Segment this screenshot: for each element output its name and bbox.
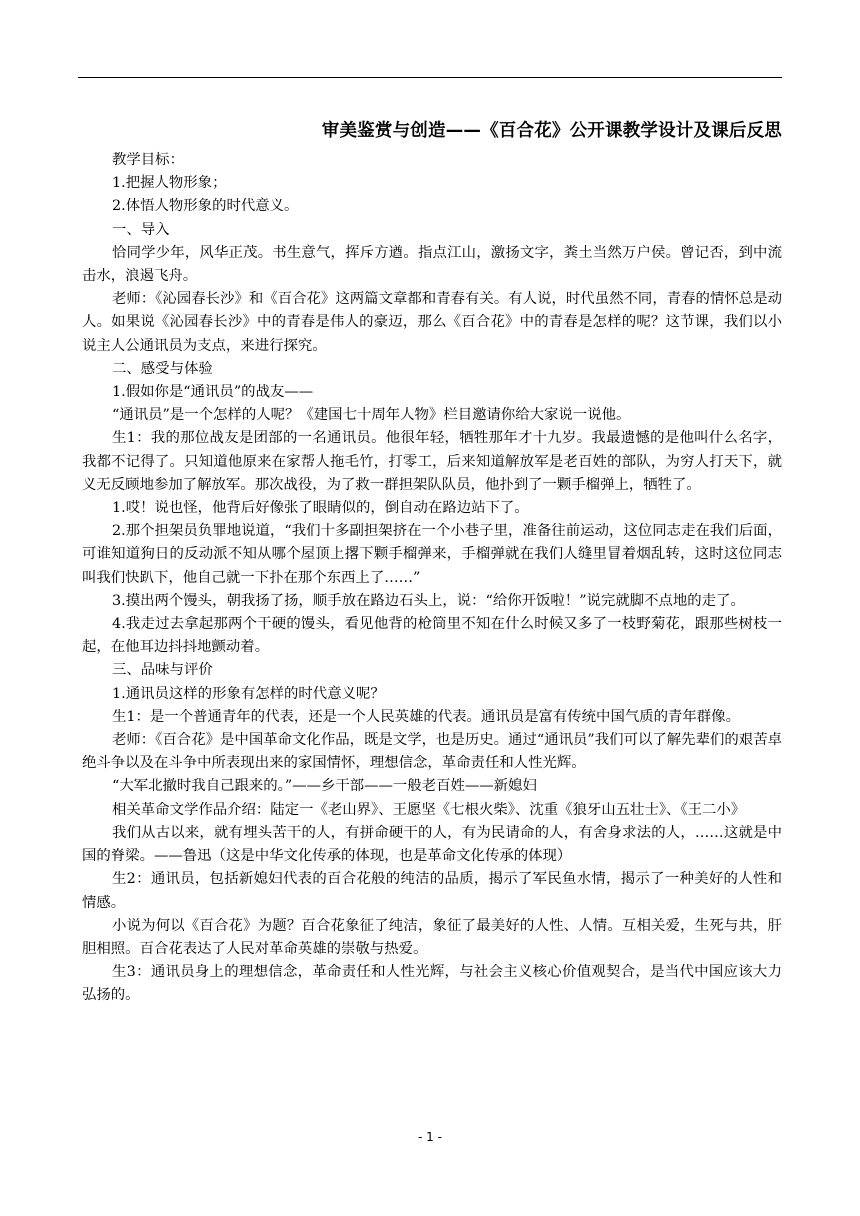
paragraph: 生1：是一个普通青年的代表，还是一个人民英雄的代表。通讯员是富有传统中国气质的青年群像。: [112, 708, 740, 725]
paragraph: 教学目标：: [112, 152, 184, 168]
paragraph: 1.通讯员这样的形象有怎样的时代意义呢？: [112, 685, 385, 702]
paragraph: 恰同学少年，风华正茂。书生意气，挥斥方遒。指点江山，激扬文字，粪土当然万户侯。曾记否，到中流击水，浪遏飞舟。: [82, 244, 782, 285]
paragraph: 1.哎！说也怪，他背后好像张了眼睛似的，倒自动在路边站下了。: [112, 500, 529, 517]
paragraph: 1.假如你是“通讯员”的战友——: [112, 384, 314, 401]
paragraph: 2.体悟人物形象的时代意义。: [112, 198, 299, 215]
paragraph: 小说为何以《百合花》为题？百合花象征了纯洁，象征了最美好的人性、人情。互相关爱，生死与共，肝胆相照。百合花表达了人民对革命英雄的崇敬与热爱。: [82, 917, 782, 957]
section-heading: 三、品味与评价: [112, 662, 213, 679]
paragraph: 老师：《沁园春长沙》和《百合花》这两篇文章都和青春有关。有人说，时代虽然不同，青春的情怀总是动人。如果说《沁园春长沙》中的青春是伟人的豪迈，那么《百合花》中的青春是怎样的呢？这节课，我们以小说主人公通讯员为支点，来进行探究。: [82, 291, 782, 354]
paragraph: 2.那个担架员负罪地说道，“我们十多副担架挤在一个小巷子里，准备往前运动，这位同志走在我们后面，可谁知道狗日的反动派不知从哪个屋顶上撂下颗手榴弹来，手榴弹就在我们人缝里冒着烟乱转，这时这位同志叫我们快趴下，他自己就一下扑在那个东西上了……”: [82, 523, 782, 586]
paragraph: 相关革命文学作品介绍：陆定一《老山界》、王愿坚《七根火柴》、沈重《狼牙山五壮士》、《王二小》: [112, 801, 746, 818]
page-number: - 1 -: [418, 1130, 442, 1144]
section-heading: 二、感受与体验: [112, 360, 213, 377]
paragraph: “通讯员”是一个怎样的人呢？《建国七十周年人物》栏目邀请你给大家说一说他。: [112, 407, 631, 424]
section-heading: 一、导入: [112, 221, 170, 238]
paragraph: 我们从古以来，就有埋头苦干的人，有拼命硬干的人，有为民请命的人，有舍身求法的人，……这就是中国的脊梁。——鲁迅（这是中华文化传承的体现，也是革命文化传承的体现）: [82, 824, 782, 865]
paragraph: 生1：我的那位战友是团部的一名通讯员。他很年轻，牺牲那年才十九岁。我最遗憾的是他叫什么名字，我都不记得了。只知道他原来在家帮人拖毛竹，打零工，后来知道解放军是老百姓的部队，为穷人打天下，就义无反顾地参加了解放军。那次战役，为了救一群担架队队员，他扑到了一颗手榴弹上，牺牲了。: [82, 430, 782, 493]
document-title: 审美鉴赏与创造——《百合花》公开课教学设计及课后反思: [321, 121, 782, 141]
paragraph: 3.摸出两个馒头，朝我扬了扬，顺手放在路边石头上，说：“给你开饭啦！”说完就脚不点地的走了。: [112, 592, 745, 609]
paragraph: 4.我走过去拿起那两个干硬的馒头，看见他背的枪筒里不知在什么时候又多了一枝野菊花，跟那些树枝一起，在他耳边抖抖地颤动着。: [82, 616, 782, 656]
header-rule: [78, 77, 782, 78]
paragraph: “大军北撤时我自己跟来的。”——乡干部——一般老百姓——新媳妇: [112, 778, 537, 795]
paragraph: 1.把握人物形象；: [112, 175, 227, 192]
paragraph: 老师：《百合花》是中国革命文化作品，既是文学，也是历史。通过“通讯员”我们可以了解先辈们的艰苦卓绝斗争以及在斗争中所表现出来的家国情怀，理想信念，革命责任和人性光辉。: [82, 732, 782, 772]
paragraph: 生3：通讯员身上的理想信念，革命责任和人性光辉，与社会主义核心价值观契合，是当代中国应该大力弘扬的。: [82, 964, 782, 1004]
paragraph: 生2：通讯员，包括新媳妇代表的百合花般的纯洁的品质，揭示了军民鱼水情，揭示了一种美好的人性和情感。: [82, 871, 782, 911]
document-body: [82, 149, 782, 1008]
